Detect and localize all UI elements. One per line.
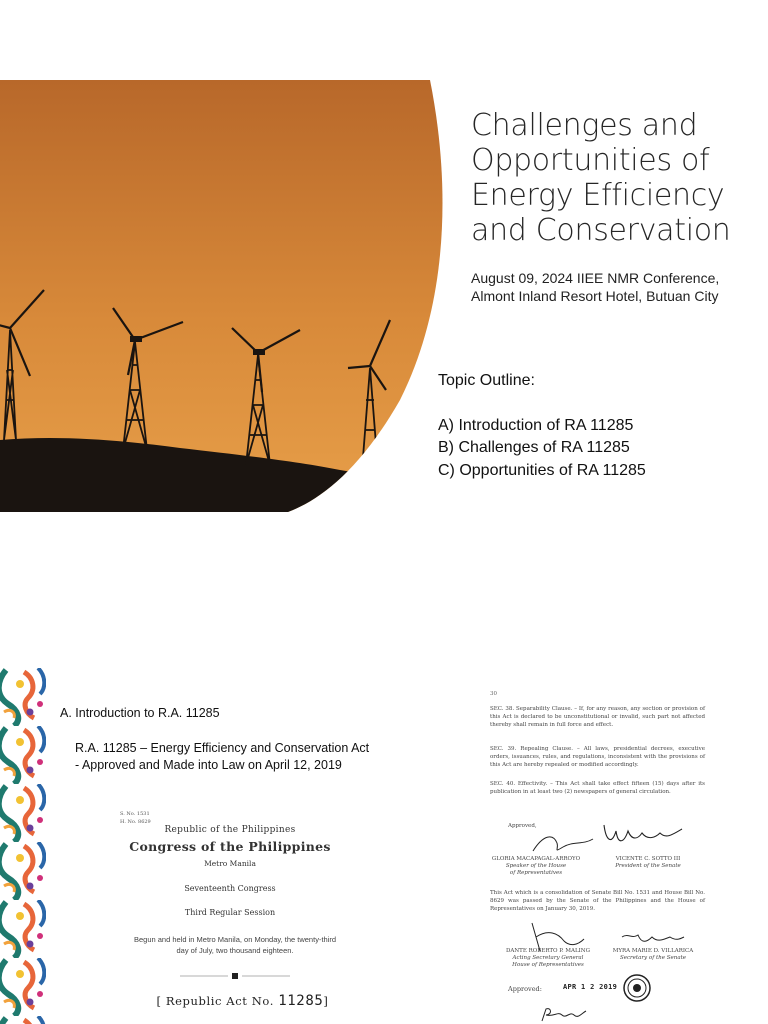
outline-item: B) Challenges of RA 11285 xyxy=(438,439,630,456)
senate-bill-number: S. No. 1531 xyxy=(120,811,150,817)
senate-president-signature xyxy=(598,819,688,851)
presidential-signature xyxy=(538,1005,588,1023)
metro-manila-label: Metro Manila xyxy=(204,859,256,868)
section-39-text: SEC. 39. Repealing Clause. – All laws, presidential decrees, executive orders, issuances, rules, and regulations, inconsistent with the provisions of this Act are hereby repealed or modified accordingly. xyxy=(490,746,705,768)
page-number: 30 xyxy=(490,691,497,697)
session-date-line-2: day of July, two thousand eighteen. xyxy=(176,946,294,955)
republic-act-cover-scan xyxy=(110,800,350,1024)
senate-president-name: VICENTE C. SOTTO III xyxy=(615,856,681,862)
speaker-name: GLORIA MACAPAGAL-ARROYO xyxy=(491,856,581,862)
decorative-border-pattern xyxy=(0,668,46,1024)
ornament-divider xyxy=(180,973,290,979)
approval-date-stamp: APR 1 2 2019 xyxy=(563,983,618,991)
republic-act-signature-page-scan xyxy=(478,683,718,1024)
outline-item: A) Introduction of RA 11285 xyxy=(438,416,634,434)
section-38-text: SEC. 38. Separability Clause. – If, for any reason, any section or provision of this Act is declared to be unconstitutional or invalid, such part not affected thereby shall remain in full force and effect. xyxy=(490,706,705,728)
section-40-text: SEC. 40. Effectivity. – This Act shall take effect fifteen (15) days after its publication in at least two (2) newspapers of general circulation. xyxy=(490,781,705,795)
house-bill-number: H. No. 8629 xyxy=(120,819,151,825)
speaker-role-line-2: of Representatives xyxy=(509,870,563,876)
speaker-role-line-1: Speaker of the House xyxy=(505,863,567,869)
official-seal-icon xyxy=(622,973,652,1003)
senate-secretary-signature xyxy=(618,929,688,949)
ra-suffix: ] xyxy=(323,994,329,1008)
session-date-line-1: Begun and held in Metro Manila, on Monday, the twenty-third xyxy=(133,935,337,944)
section-title: A. Introduction to R.A. 11285 xyxy=(60,706,220,720)
republic-heading: Republic of the Philippines xyxy=(164,825,296,835)
congress-number-label: Seventeenth Congress xyxy=(184,884,276,893)
approved-date-label: Approved: xyxy=(508,985,542,993)
secretary-general-role-line-2: House of Representatives xyxy=(512,962,584,968)
senate-president-name-block xyxy=(588,856,708,870)
slide-title: Challenges and Opportunities of Energy Efficiency and Conservation xyxy=(471,108,731,248)
consolidation-text: This Act which is a consolidation of Senate Bill No. 1531 and House Bill No. 8629 was passed by the Senate of the Philippines and the House of Representatives on January 30, 2019. xyxy=(490,890,705,912)
outline-heading: Topic Outline: xyxy=(438,372,535,389)
secretary-general-name: DANTE ROBERTO P. MALING xyxy=(505,948,591,954)
secretary-general-role-line-1: Acting Secretary General xyxy=(512,955,584,961)
topic-outline xyxy=(438,370,758,482)
ra-title-line: R.A. 11285 – Energy Efficiency and Conservation Act xyxy=(75,741,370,755)
outline-item: C) Opportunities of RA 11285 xyxy=(438,461,646,479)
secretary-general-name-block xyxy=(488,948,608,969)
senate-president-role: President of the Senate xyxy=(615,863,681,869)
subtitle-line-1: August 09, 2024 IIEE NMR Conference, xyxy=(471,270,720,286)
republic-act-number xyxy=(110,993,375,1009)
congress-heading: Congress of the Philippines xyxy=(129,839,331,854)
introduction-slide xyxy=(0,668,768,1024)
ra-approval-line: - Approved and Made into Law on April 12, 2019 xyxy=(75,758,342,772)
speaker-name-block xyxy=(476,856,596,877)
session-date-text xyxy=(110,934,360,956)
slide-subtitle xyxy=(471,269,761,305)
senate-secretary-role: Secretary of the Senate xyxy=(619,955,687,961)
senate-secretary-name: MYRA MARIE D. VILLARICA xyxy=(612,948,694,954)
bill-numbers xyxy=(120,810,151,826)
subtitle-line-2: Almont Inland Resort Hotel, Butuan City xyxy=(471,288,719,304)
ra-number: 11285 xyxy=(278,993,324,1009)
senate-secretary-name-block xyxy=(593,948,713,962)
approved-label: Approved, xyxy=(508,823,537,829)
session-label: Third Regular Session xyxy=(184,908,276,917)
ra-prefix: [ Republic Act No. xyxy=(156,994,274,1008)
speaker-signature xyxy=(523,831,603,857)
ra-description xyxy=(75,740,455,774)
